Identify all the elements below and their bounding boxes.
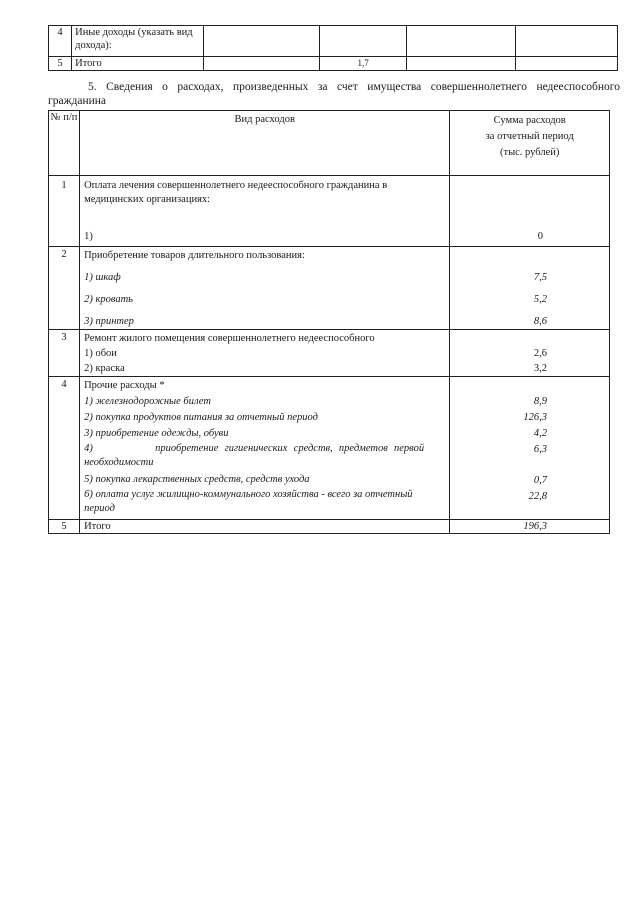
row-number: 3 (49, 330, 80, 377)
expense-item-label: 2) краска (84, 363, 125, 374)
row-number: 5 (49, 520, 80, 534)
expense-item-value: 8,9 (533, 396, 547, 407)
header-sum-line2: за отчетный период (485, 131, 574, 142)
row-number: 5 (49, 57, 72, 71)
expense-item-value: 2,6 (533, 348, 547, 359)
empty-cell (203, 57, 320, 71)
expense-group-cell (80, 247, 450, 330)
income-table (48, 25, 618, 71)
header-sum-line1: Сумма расходов (493, 115, 566, 126)
expense-item-value: 22,8 (528, 491, 547, 502)
group-title: Ремонт жилого помещения совершеннолетнего недееспособного (84, 333, 375, 344)
row-number: 4 (49, 26, 72, 57)
total-label: Итого (72, 57, 204, 71)
total-label: Итого (80, 520, 450, 534)
expense-item-label: 1) железнодорожные билет (84, 396, 211, 407)
table-row (49, 520, 610, 534)
expense-item-label: 3) принтер (84, 316, 134, 327)
row-number: 2 (49, 247, 80, 330)
total-amount: 1,7 (320, 57, 406, 71)
empty-cell (203, 26, 320, 57)
expense-item-value: 8,6 (533, 316, 547, 327)
empty-cell (406, 57, 516, 71)
expense-values-cell (450, 247, 610, 330)
expense-item-label: 1) (84, 231, 93, 242)
table-row (49, 377, 610, 520)
expense-group-cell (80, 330, 450, 377)
expense-item-label: 1) шкаф (84, 272, 121, 283)
header-sum (450, 111, 610, 176)
section-heading: 5. Сведения о расходах, произведенных за счет имущества совершеннолетнего недееспособного гражданина (48, 81, 620, 107)
table-row (49, 26, 618, 57)
expense-item-label: 2) кровать (84, 294, 133, 305)
group-title: Прочие расходы * (84, 380, 165, 391)
expense-values-cell (450, 330, 610, 377)
expense-item-label: 6) оплата услуг жилищно-коммунального хозяйства - всего за отчетный период (84, 489, 413, 514)
income-type-cell: Иные доходы (указать вид дохода): (72, 26, 204, 57)
header-kind: Вид расходов (80, 111, 450, 176)
group-title: Оплата лечения совершеннолетнего недееспособного гражданина в медицинских организациях: (84, 180, 388, 205)
expense-group-cell (80, 176, 450, 247)
expense-item-value: 126,3 (523, 412, 547, 423)
empty-cell (406, 26, 516, 57)
table-row (49, 176, 610, 247)
total-value: 196,3 (450, 520, 610, 534)
group-title: Приобретение товаров длительного пользования: (84, 250, 305, 261)
expense-group-cell (80, 377, 450, 520)
table-row (49, 57, 618, 71)
empty-cell (516, 26, 618, 57)
expense-item-value: 0,7 (533, 475, 547, 486)
table-row (49, 247, 610, 330)
empty-cell (516, 57, 618, 71)
expense-item-value: 7,5 (533, 272, 547, 283)
expense-item-value: 3,2 (533, 363, 547, 374)
expense-item-label: 3) приобретение одежды, обуви (84, 428, 229, 439)
expense-item-value: 6,3 (533, 444, 547, 455)
expense-item-label: 2) покупка продуктов питания за отчетный период (84, 412, 318, 423)
expense-values-cell (450, 377, 610, 520)
row-number: 4 (49, 377, 80, 520)
expense-values-cell (450, 176, 610, 247)
expense-item-value: 5,2 (533, 294, 547, 305)
expense-item-label: 1) обои (84, 348, 117, 359)
expense-item-value: 0 (537, 231, 543, 242)
header-sum-line3: (тыс. рублей) (499, 147, 560, 158)
expense-item-label: 5) покупка лекарственных средств, средств ухода (84, 474, 310, 485)
empty-cell (320, 26, 406, 57)
expense-item-label: 4) приобретение гигиенических средств, предметов первой необходимости (84, 443, 427, 468)
table-row (49, 330, 610, 377)
table-header-row (49, 111, 610, 176)
expenses-table (48, 110, 610, 534)
header-number: № п/п (49, 111, 80, 176)
expense-item-value: 4,2 (533, 428, 547, 439)
row-number: 1 (49, 176, 80, 247)
